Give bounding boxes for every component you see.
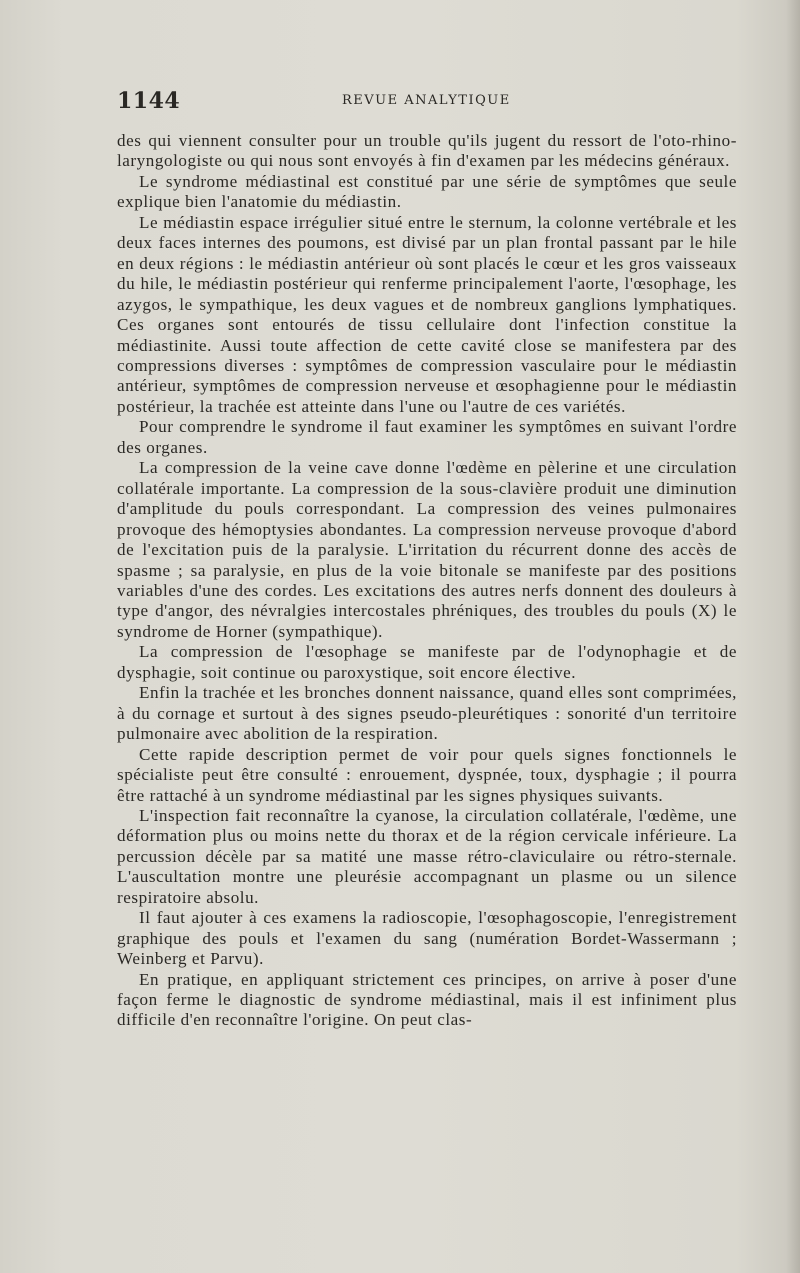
article-body bbox=[117, 131, 737, 1031]
page-header bbox=[117, 88, 737, 118]
paragraph-2: Le syndrome médiastinal est constitué par une série de symptômes que seule explique bien l'anatomie du médiastin. bbox=[117, 171, 737, 212]
page-edge-shadow bbox=[786, 0, 800, 1273]
paragraph-4: Pour comprendre le syndrome il faut examiner les symptômes en suivant l'ordre des organes. bbox=[117, 417, 737, 457]
paragraph-7: Enfin la trachée et les bronches donnent naissance, quand elles sont comprimées, à du cornage et surtout à des signes pseudo-pleurétiques : sonorité d'un territoire pulmonaire avec abolition de la respiration. bbox=[117, 683, 737, 744]
running-title: REVUE ANALYTIQUE bbox=[342, 93, 511, 108]
paragraph-6: La compression de l'œsophage se manifeste par de l'odynophagie et de dysphagie, soit continue ou paroxystique, soit encore élective. bbox=[117, 642, 737, 682]
paragraph-5: La compression de la veine cave donne l'œdème en pèlerine et une circulation collatérale importante. La compression de la sous-clavière produit une diminution d'amplitude du pouls correspondant. La compression des veines pulmonaires provoque des hémoptysies abondantes. La compression nerveuse provoque d'abord de l'excitation puis de la paralysie. L'irritation du récurrent donne des accès de spasme ; sa paralysie, en plus de la voie bitonale se manifeste par des positions variables d'une des cordes. Les excitations des autres nerfs donnent des douleurs à type d'angor, des névralgies intercostales phréniques, des troubles du pouls (X) le syndrome de Horner (sympathique). bbox=[117, 458, 737, 641]
paragraph-9: L'inspection fait reconnaître la cyanose, la circulation collatérale, l'œdème, une déformation plus ou moins nette du thorax et de la région cervicale inférieure. La percussion décèle par sa matité une masse rétro-claviculaire ou rétro-sternale. L'auscultation montre une pleurésie accompagnant un plasme ou un silence respiratoire absolu. bbox=[117, 805, 737, 907]
paragraph-8: Cette rapide description permet de voir pour quels signes fonctionnels le spécialiste peut être consulté : enrouement, dyspnée, toux, dysphagie ; il pourra être rattaché à un syndrome médiastinal par les signes physiques suivants. bbox=[117, 744, 737, 805]
paragraph-10: Il faut ajouter à ces examens la radioscopie, l'œsophagoscopie, l'enregistrement graphique des pouls et l'examen du sang (numération Bordet-Wassermann ; Weinberg et Parvu). bbox=[117, 908, 737, 969]
paragraph-11: En pratique, en appliquant strictement ces principes, on arrive à poser d'une façon ferme le diagnostic de syndrome médiastinal, mais il est infiniment plus difficile d'en reconnaître l'origine. On peut clas- bbox=[117, 969, 737, 1030]
paragraph-3: Le médiastin espace irrégulier situé entre le sternum, la colonne vertébrale et les deux faces internes des poumons, est divisé par un plan frontal passant par le hile en deux régions : le médiastin antérieur où sont placés le cœur et les gros vaisseaux du hile, le médiastin postérieur qui renferme principalement l'aorte, l'œsophage, les azygos, le sympathique, les deux vagues et de nombreux ganglions lymphatiques. Ces organes sont entourés de tissu cellulaire dont l'infection constitue la médiastinite. Aussi toute affection de cette cavité close se manifestera par des compressions diverses : symptômes de compression vasculaire pour le médiastin antérieur, symptômes de compression nerveuse et œsophagienne pour le médiastin postérieur, la trachée est atteinte dans l'une ou l'autre de ces variétés. bbox=[117, 212, 737, 416]
paragraph-1: des qui viennent consulter pour un trouble qu'ils jugent du ressort de l'oto-rhino-laryngologiste ou qui nous sont envoyés à fin d'examen par les médecins généraux. bbox=[117, 131, 737, 171]
page-number: 1144 bbox=[117, 88, 181, 114]
